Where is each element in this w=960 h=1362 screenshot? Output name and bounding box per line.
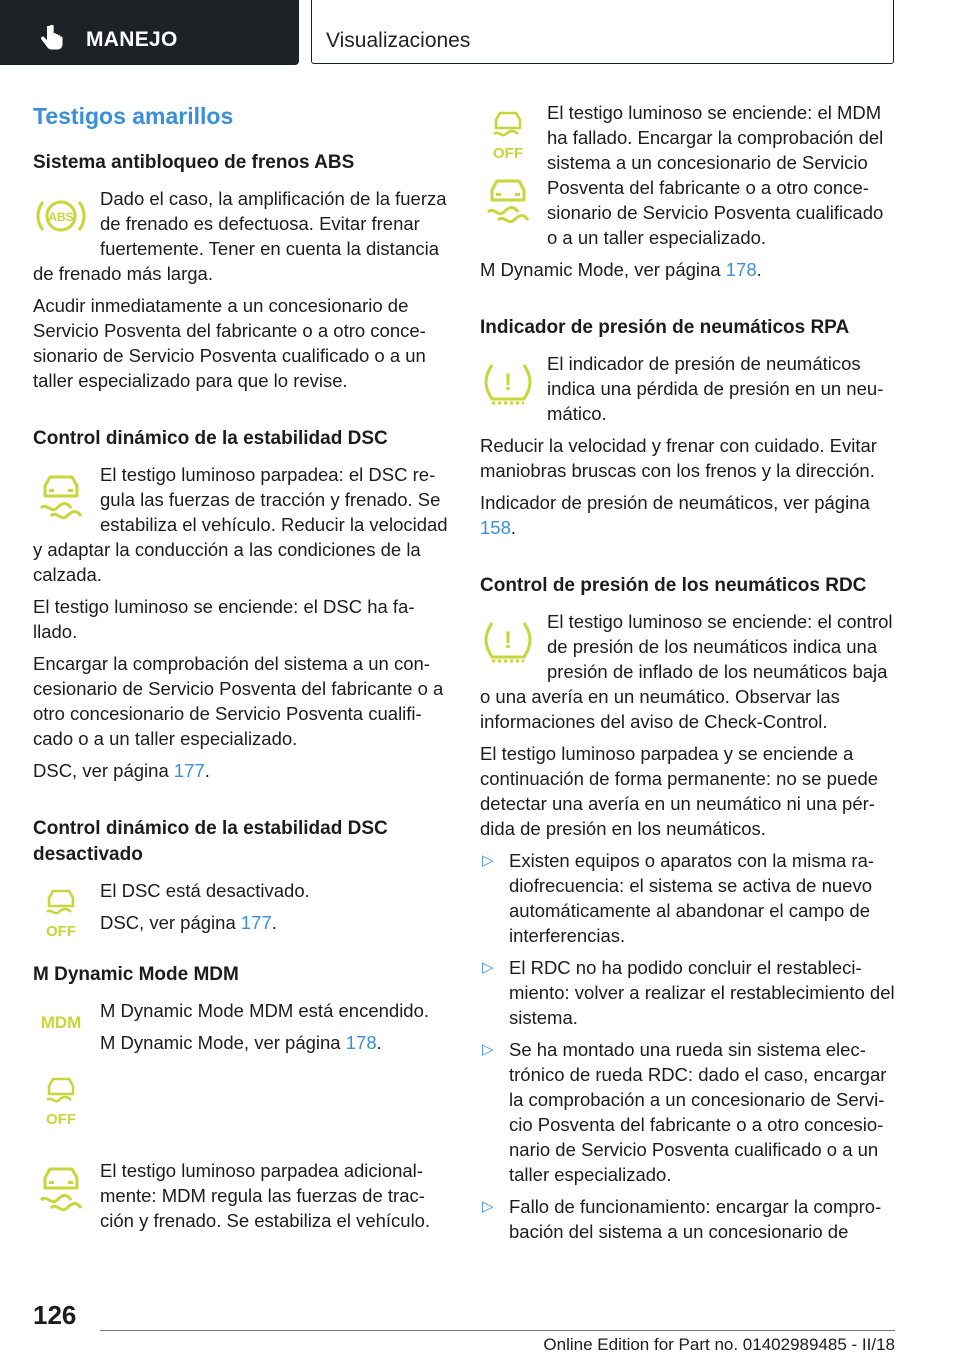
mdm-skid-icon [33, 1154, 100, 1216]
svg-text:OFF: OFF [493, 145, 523, 162]
rdc-tyre-icon [480, 609, 547, 671]
dsc-off-heading: Control dinámico de la estabilidad DSC desactivado [33, 818, 388, 865]
rpa-text-1: El indicador de presión de neumáticos indica una pérdida de presión en un neumático. [547, 353, 884, 424]
rdc-heading: Control de presión de los neumáticos RDC [480, 575, 867, 596]
header-section-tab [0, 0, 299, 65]
list-item: ▷ Existen equipos o aparatos con la misma radiofrecuencia: el sistema se activa de nuevo automáticamente al abandonar el campo de interferencias. [482, 850, 875, 946]
mdm-page-link[interactable]: 178 [345, 1032, 377, 1053]
hand-pointer-icon [38, 24, 66, 52]
dsc-heading: Control dinámico de la estabilidad DSC [33, 428, 388, 449]
mdm-fail-text: El testigo luminoso se enciende: el MDM ha fallado. Encargar la comprobación del sistema a un concesionario de Servicio Posventa del fabricante o a otro concesionario de Servicio Posventa cualificado o a un taller especializado. [547, 102, 884, 248]
dsc-off-text-1: El DSC está desactivado. [100, 880, 310, 901]
svg-text:OFF: OFF [46, 1111, 76, 1128]
page-title: Testigos amarillos [33, 103, 234, 129]
dsc-text-1: El testigo luminoso parpadea: el DSC regula las fuerzas de tracción y frenado. Se estabiliza el vehículo. Reducir la velocidad y adaptar la conducción a las condiciones de la calzada. [33, 464, 448, 585]
rdc-bullet-list [480, 848, 895, 1244]
tyre-pressure-icon [480, 351, 547, 413]
mdm-fail-off-icon [480, 100, 547, 168]
triangle-bullet-icon: ▷ [482, 1198, 494, 1215]
mdm-text-2: El testigo luminoso parpadea adicionalmente: MDM regula las fuerzas de tracción y frenado. Se estabiliza el vehículo. [100, 1160, 431, 1231]
dsc-off-page-link[interactable]: 177 [240, 912, 272, 933]
section-label: MANEJO [86, 28, 178, 51]
mdm-text-1: M Dynamic Mode MDM está encendido. [100, 1000, 430, 1021]
dsc-skid-icon [33, 462, 100, 524]
svg-text:!: ! [504, 627, 512, 654]
page-number: 126 [33, 1300, 77, 1330]
abs-text-2: Acudir inmediatamente a un concesionario de Servicio Posventa del fabricante o a otro concesionario de Servicio Posventa cualificado o a un taller especializado para que lo revise. [33, 295, 426, 391]
mdm-icon-column [33, 998, 100, 1146]
mdm-fail-reference: M Dynamic Mode, ver página 178. [480, 259, 762, 280]
rpa-reference: Indicador de presión de neumáticos, ver página 158. [480, 492, 870, 538]
rdc-text-1: El testigo luminoso se enciende: el control de presión de los neumáticos indica una presión de inflado de los neumáticos baja o una avería en un neumático. Observar las informaciones del aviso de Check-Control. [480, 611, 893, 732]
mdm-heading: M Dynamic Mode MDM [33, 964, 239, 985]
rpa-page-link[interactable]: 158 [480, 517, 511, 538]
breadcrumb: Visualizaciones [326, 29, 471, 52]
abs-icon-text: ABS [48, 210, 74, 224]
rdc-text-2: El testigo luminoso parpadea y se enciende a continuación de forma permanente: no se puede detectar una avería en un neumático ni una pérdida de presión en los neumáticos. [480, 743, 879, 839]
edition-note: Online Edition for Part no. 01402989485 - II/18 [543, 1335, 895, 1354]
triangle-bullet-icon: ▷ [482, 852, 494, 869]
dsc-text-2: El testigo luminoso se enciende: el DSC ha fallado. [33, 596, 415, 642]
mdm-icon-text: MDM [40, 1013, 82, 1032]
mdm-icon [33, 998, 100, 1066]
triangle-bullet-icon: ▷ [482, 959, 494, 976]
abs-warning-icon [33, 186, 100, 248]
rpa-heading: Indicador de presión de neumáticos RPA [480, 317, 850, 338]
dsc-page-link[interactable]: 177 [173, 760, 205, 781]
mdm-reference: M Dynamic Mode, ver página 178. [100, 1032, 382, 1053]
list-item: ▷ El RDC no ha podido concluir el restablecimiento: volver a realizar el restablecimiento del sistema. [482, 957, 895, 1028]
dsc-text-3: Encargar la comprobación del sistema a un concesionario de Servicio Posventa del fabricante o a otro concesionario de Servicio Posventa cualificado o a un taller especializado. [33, 653, 444, 749]
mdm-fail-skid-icon [480, 168, 547, 236]
dsc-off-reference: DSC, ver página 177. [100, 912, 277, 933]
mdm-fail-icon-column [480, 100, 547, 236]
right-column [480, 100, 895, 1251]
mdm-off-icon [33, 1066, 100, 1146]
header-breadcrumb-box [311, 0, 894, 64]
dsc-reference: DSC, ver página 177. [33, 760, 210, 781]
mdm-fail-page-link[interactable]: 178 [725, 259, 757, 280]
abs-text-1: Dado el caso, la amplificación de la fuerza de frenado es defectuosa. Evitar frenar fuertemente. Tener en cuenta la distancia de frenado más larga. [33, 188, 447, 284]
left-column [33, 100, 448, 1240]
footer-divider [100, 1330, 895, 1331]
list-item: ▷ Se ha montado una rueda sin sistema electrónico de rueda RDC: dado el caso, encargar la comprobación a un concesionario de Servicio Posventa del fabricante o a otro concesionario de Servicio Posventa cualificado o a un taller especializado. [482, 1039, 887, 1185]
rpa-text-2: Reducir la velocidad y frenar con cuidado. Evitar maniobras bruscas con los frenos y la dirección. [480, 435, 877, 481]
list-item: ▷ Fallo de funcionamiento: encargar la comprobación del sistema a un concesionario de [482, 1196, 882, 1242]
off-icon-text: OFF [46, 923, 76, 940]
tyre-icon-text: ! [504, 369, 512, 396]
abs-heading: Sistema antibloqueo de frenos ABS [33, 152, 355, 173]
triangle-bullet-icon: ▷ [482, 1041, 494, 1058]
dsc-off-icon [33, 878, 100, 940]
